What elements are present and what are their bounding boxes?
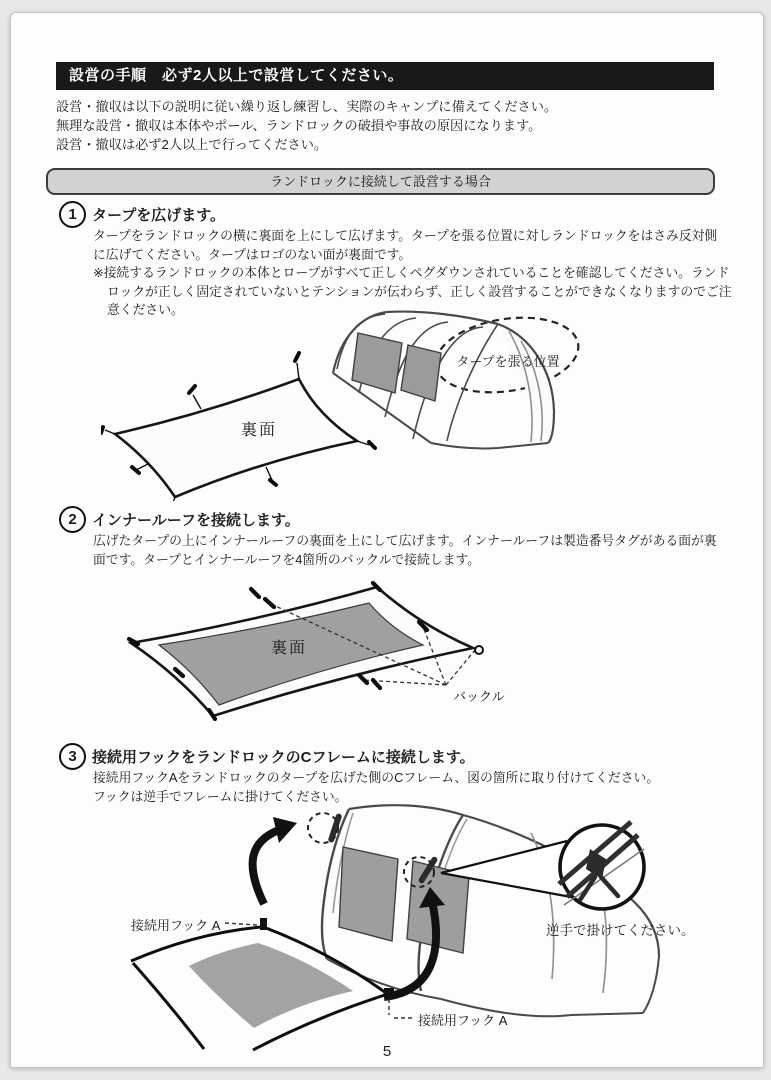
section-header-title: 設営の手順 必ず2人以上で設営してください。 <box>69 67 404 84</box>
intro-paragraph <box>56 97 721 154</box>
case-banner <box>46 168 715 195</box>
tarp-assembly <box>131 918 394 1050</box>
inner-roof-back-side-label: 裏面 <box>271 640 308 657</box>
step2-number: 2 <box>68 511 77 528</box>
step3-body-line1: 接続用フックAをランドロックのタープを広げた側のCフレーム、図の箇所に取り付けてください。 <box>93 770 660 785</box>
hook-a-label-left: 接続用フック A <box>131 918 221 933</box>
manual-page <box>10 12 764 1068</box>
tent-windows <box>352 333 441 401</box>
step2-title: インナールーフを接続します。 <box>92 512 300 529</box>
step3-body-line2: フックは逆手でフレームに掛けてください。 <box>93 789 348 804</box>
tent-windows <box>339 847 469 953</box>
buckle-label: バックル <box>453 689 505 704</box>
figure2-illustration <box>101 581 601 746</box>
step1-title: タープを広げます。 <box>92 207 226 224</box>
step1-number: 1 <box>68 206 77 223</box>
step2-number-badge <box>59 506 86 533</box>
intro-line: 無理な設営・撤収は本体やポール、ランドロックの破損や事故の原因になります。 <box>56 118 542 133</box>
step2-body: 広げたタープの上にインナールーフの裏面を上にして広げます。インナールーフは製造番号タグがある面が裏面です。タープとインナールーフを4箇所のバックルで接続します。 <box>93 533 717 567</box>
magnifier-detail <box>441 822 644 909</box>
step1-body: タープをランドロックの横に裏面を上にして広げます。タープを張る位置に対しランドロックをはさみ反対側に広げてください。タープはロゴのない面が裏面です。 <box>93 228 718 262</box>
intro-line: 設営・撤収は以下の説明に従い繰り返し練習し、実際のキャンプに備えてください。 <box>56 99 558 114</box>
tarp-outline <box>115 379 357 497</box>
step3-number: 3 <box>68 748 77 765</box>
step1-note: ※接続するランドロックの本体とロープがすべて正しくペグダウンされていることを確認してください。ランドロックが正しく固定されていないとテンションが伝わらず、正しく設営することができなくなりますのでご注意ください。 <box>93 265 732 317</box>
reverse-grip-note: 逆手で掛けてください。 <box>546 923 695 938</box>
figure-step1-spread-tarp <box>101 301 721 501</box>
tarp-back-side-label: 裏面 <box>241 422 278 439</box>
hook-a-top <box>260 918 267 930</box>
case-banner-label: ランドロックに接続して設営する場合 <box>270 174 491 189</box>
page-number: 5 <box>382 1043 392 1060</box>
section-header-bar <box>56 62 714 90</box>
hook-a-bottom <box>384 988 394 995</box>
intro-line: 設営・撤収は必ず2人以上で行ってください。 <box>56 137 328 152</box>
figure-step3-attach-hooks <box>101 801 721 1053</box>
figure1-illustration <box>101 301 721 501</box>
corner-ring <box>475 646 483 654</box>
hook-a-label-bottom: 接続用フック A <box>418 1013 508 1028</box>
step1-number-badge <box>59 201 86 228</box>
arrow-head-left <box>273 817 297 843</box>
step3-number-badge <box>59 743 86 770</box>
step3-title: 接続用フックをランドロックのCフレームに接続します。 <box>92 749 475 766</box>
tarp-position-label: タープを張る位置 <box>456 354 560 369</box>
figure-step2-inner-roof <box>101 581 601 746</box>
